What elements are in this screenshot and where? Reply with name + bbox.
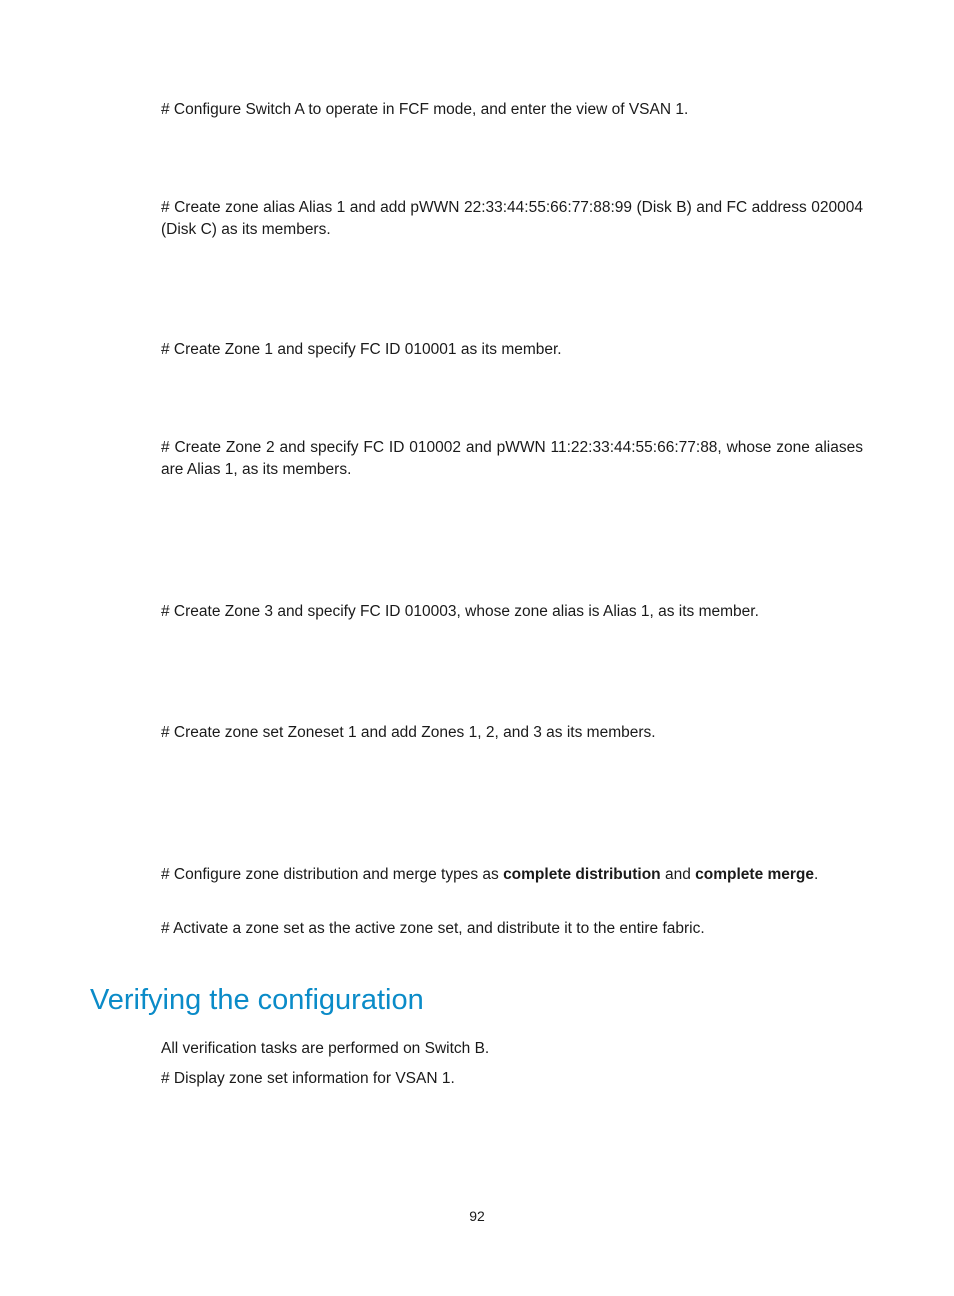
distribution-merge-suffix: . (814, 866, 819, 883)
distribution-merge-prefix: # Configure zone distribution and merge types as (161, 866, 504, 883)
section-heading-verifying: Verifying the configuration (90, 984, 424, 1016)
complete-distribution-term: complete distribution (503, 866, 661, 883)
verification-intro: All verification tasks are performed on Switch B. (161, 1040, 490, 1057)
page-number: 92 (469, 1208, 485, 1224)
distribution-merge-middle: and (660, 866, 696, 883)
complete-merge-term: complete merge (695, 866, 815, 883)
instruction-create-zone-alias: # Create zone alias Alias 1 and add pWWN 22:33:44:55:66:77:88:99 (Disk B) and FC address 020004 (Disk C) as its members. (161, 199, 863, 238)
instruction-create-zone-set: # Create zone set Zoneset 1 and add Zones 1, 2, and 3 as its members. (161, 724, 656, 741)
instruction-display-zone-set: # Display zone set information for VSAN 1. (161, 1070, 455, 1087)
instruction-configure-fcf-mode: # Configure Switch A to operate in FCF mode, and enter the view of VSAN 1. (161, 101, 689, 118)
instruction-configure-distribution-merge (161, 864, 863, 886)
instruction-activate-zone-set: # Activate a zone set as the active zone set, and distribute it to the entire fabric. (161, 920, 705, 937)
instruction-create-zone-2: # Create Zone 2 and specify FC ID 010002 and pWWN 11:22:33:44:55:66:77:88, whose zone aliases are Alias 1, as its members. (161, 439, 863, 478)
instruction-create-zone-3: # Create Zone 3 and specify FC ID 010003, whose zone alias is Alias 1, as its member. (161, 603, 759, 620)
instruction-create-zone-1: # Create Zone 1 and specify FC ID 010001 as its member. (161, 341, 562, 358)
